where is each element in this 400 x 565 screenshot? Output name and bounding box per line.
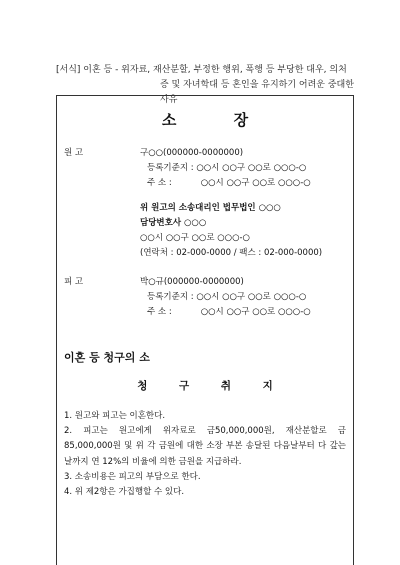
claim-item: 4. 위 제2항은 가집행할 수 있다. (64, 487, 185, 498)
plaintiff-addr-label: 주 소 : (147, 178, 172, 188)
defendant-label: 피 고 (64, 277, 84, 287)
plaintiff-registration (147, 161, 306, 173)
document-title: 소 장 (161, 111, 275, 129)
claim-item: 2. 피고는 원고에게 위자료로 금50,000,000원, 재산분할로 금 85,000,000원 및 위 각 금원에 대한 소장 부본 송달된 다음날부터 다 갚는 날까지 연 12%의 비율에 의한 금원을 지급하라. (64, 426, 346, 467)
form-label-line1: [서식] 이혼 등 - 위자료, 재산분할, 부정한 행위, 폭행 등 부당한 대우, 의처 (56, 65, 347, 75)
defendant-reg-label: 등록기준지 : (147, 292, 194, 302)
section-title: 이혼 등 청구의 소 (64, 351, 150, 364)
counsel-firm: 위 원고의 소송대리인 법무법인 ○○○ (140, 203, 281, 213)
plaintiff-name: 구○○(000000-0000000) (140, 148, 244, 158)
plaintiff-reg-value: ○○시 ○○구 ○○로 ○○○-○ (196, 163, 307, 173)
plaintiff-reg-label: 등록기준지 : (147, 163, 194, 173)
plaintiff-addr-value: ○○시 ○○구 ○○로 ○○○-○ (200, 178, 311, 188)
plaintiff-address (147, 176, 311, 188)
defendant-address (147, 305, 311, 317)
defendant-reg-value: ○○시 ○○구 ○○로 ○○○-○ (196, 292, 307, 302)
claims-title: 청 구 취 지 (137, 380, 287, 392)
defendant-registration (147, 290, 306, 302)
claim-item: 3. 소송비용은 피고의 부담으로 한다. (64, 471, 201, 482)
counsel-attorney: 담당변호사 ○○○ (140, 218, 207, 228)
claims-list (64, 409, 346, 500)
counsel-address: ○○시 ○○구 ○○로 ○○○-○ (140, 233, 250, 243)
counsel-contact: (연락처 : 02-000-0000 / 팩스 : 02-000-0000) (140, 248, 323, 258)
claim-item: 1. 원고와 피고는 이혼한다. (64, 411, 166, 421)
plaintiff-label: 원 고 (64, 148, 84, 158)
defendant-addr-label: 주 소 : (147, 307, 172, 317)
defendant-addr-value: ○○시 ○○구 ○○로 ○○○-○ (200, 307, 311, 317)
defendant-name: 박○규(000000-0000000) (140, 277, 244, 287)
form-label-line2: 증 및 자녀학대 등 혼인을 유지하기 어려운 중대한 사유 (160, 80, 354, 105)
